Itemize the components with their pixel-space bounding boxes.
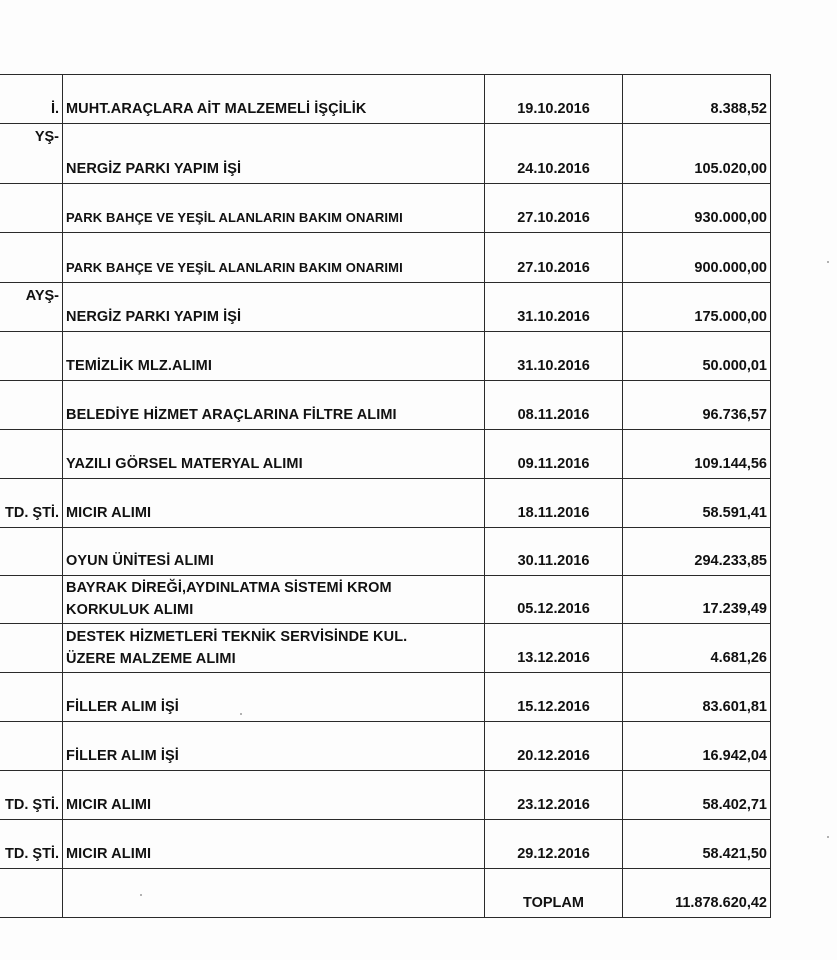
date-cell: 30.11.2016 xyxy=(485,528,623,576)
date-cell: 29.12.2016 xyxy=(485,820,623,869)
amount-cell: 83.601,81 xyxy=(623,673,771,722)
amount-cell: 105.020,00 xyxy=(623,124,771,184)
amount-cell: 58.591,41 xyxy=(623,479,771,528)
firm-cell xyxy=(0,381,63,430)
table-row xyxy=(0,124,771,184)
firm-cell: İ. xyxy=(0,75,63,124)
firm-cell xyxy=(0,673,63,722)
table-row xyxy=(0,233,771,283)
firm-cell xyxy=(0,624,63,673)
date-cell: 31.10.2016 xyxy=(485,283,623,332)
firm-cell xyxy=(0,869,63,918)
total-label: TOPLAM xyxy=(485,869,623,918)
table-row xyxy=(0,430,771,479)
table-row xyxy=(0,283,771,332)
description-cell: NERGİZ PARKI YAPIM İŞİ xyxy=(63,124,485,184)
description-cell: FİLLER ALIM İŞİ xyxy=(63,673,485,722)
date-cell: 08.11.2016 xyxy=(485,381,623,430)
date-cell: 15.12.2016 xyxy=(485,673,623,722)
description-cell: BELEDİYE HİZMET ARAÇLARINA FİLTRE ALIMI xyxy=(63,381,485,430)
date-cell: 18.11.2016 xyxy=(485,479,623,528)
firm-cell xyxy=(0,722,63,771)
table-row xyxy=(0,381,771,430)
description-cell xyxy=(63,624,485,673)
scan-speck xyxy=(827,836,829,838)
firm-cell xyxy=(0,184,63,233)
amount-cell: 96.736,57 xyxy=(623,381,771,430)
table-row xyxy=(0,75,771,124)
table-row xyxy=(0,722,771,771)
description-cell: MICIR ALIMI xyxy=(63,479,485,528)
date-cell: 13.12.2016 xyxy=(485,624,623,673)
description-cell: MICIR ALIMI xyxy=(63,820,485,869)
amount-cell: 16.942,04 xyxy=(623,722,771,771)
amount-cell: 930.000,00 xyxy=(623,184,771,233)
description-cell xyxy=(63,869,485,918)
description-cell: PARK BAHÇE VE YEŞİL ALANLARIN BAKIM ONARIMI xyxy=(63,233,485,283)
description-cell: FİLLER ALIM İŞİ xyxy=(63,722,485,771)
scan-speck xyxy=(827,261,829,263)
firm-cell: YŞ- xyxy=(0,124,63,184)
amount-cell: 900.000,00 xyxy=(623,233,771,283)
description-cell: OYUN ÜNİTESİ ALIMI xyxy=(63,528,485,576)
table-row xyxy=(0,673,771,722)
description-cell: NERGİZ PARKI YAPIM İŞİ xyxy=(63,283,485,332)
table-row xyxy=(0,332,771,381)
firm-cell: AYŞ- xyxy=(0,283,63,332)
description-cell: MICIR ALIMI xyxy=(63,771,485,820)
firm-cell xyxy=(0,233,63,283)
firm-cell: TD. ŞTİ. xyxy=(0,820,63,869)
description-cell: PARK BAHÇE VE YEŞİL ALANLARIN BAKIM ONARIMI xyxy=(63,184,485,233)
table-row xyxy=(0,528,771,576)
date-cell: 27.10.2016 xyxy=(485,184,623,233)
amount-cell: 58.402,71 xyxy=(623,771,771,820)
date-cell: 19.10.2016 xyxy=(485,75,623,124)
table-row xyxy=(0,820,771,869)
amount-cell: 4.681,26 xyxy=(623,624,771,673)
description-cell: TEMİZLİK MLZ.ALIMI xyxy=(63,332,485,381)
firm-cell xyxy=(0,576,63,624)
date-cell: 23.12.2016 xyxy=(485,771,623,820)
table-row xyxy=(0,479,771,528)
firm-cell xyxy=(0,332,63,381)
description-cell: MUHT.ARAÇLARA AİT MALZEMELİ İŞÇİLİK xyxy=(63,75,485,124)
firm-cell: TD. ŞTİ. xyxy=(0,479,63,528)
description-cell xyxy=(63,576,485,624)
amount-cell: 175.000,00 xyxy=(623,283,771,332)
amount-cell: 294.233,85 xyxy=(623,528,771,576)
amount-cell: 50.000,01 xyxy=(623,332,771,381)
date-cell: 20.12.2016 xyxy=(485,722,623,771)
scan-speck xyxy=(240,713,242,715)
description-line: BAYRAK DİREĞİ,AYDINLATMA SİSTEMİ KROM xyxy=(66,580,392,596)
description-line: KORKULUK ALIMI xyxy=(66,602,194,618)
table-row xyxy=(0,184,771,233)
amount-cell: 17.239,49 xyxy=(623,576,771,624)
date-cell: 24.10.2016 xyxy=(485,124,623,184)
firm-cell: TD. ŞTİ. xyxy=(0,771,63,820)
table-row xyxy=(0,624,771,673)
date-cell: 05.12.2016 xyxy=(485,576,623,624)
date-cell: 09.11.2016 xyxy=(485,430,623,479)
total-row xyxy=(0,869,771,918)
total-amount: 11.878.620,42 xyxy=(623,869,771,918)
description-cell: YAZILI GÖRSEL MATERYAL ALIMI xyxy=(63,430,485,479)
firm-cell xyxy=(0,528,63,576)
amount-cell: 8.388,52 xyxy=(623,75,771,124)
table-row xyxy=(0,771,771,820)
amount-cell: 58.421,50 xyxy=(623,820,771,869)
scan-speck xyxy=(140,894,142,896)
amount-cell: 109.144,56 xyxy=(623,430,771,479)
description-line: ÜZERE MALZEME ALIMI xyxy=(66,651,236,667)
firm-cell xyxy=(0,430,63,479)
date-cell: 31.10.2016 xyxy=(485,332,623,381)
expense-table xyxy=(0,74,771,918)
description-line: DESTEK HİZMETLERİ TEKNİK SERVİSİNDE KUL. xyxy=(66,629,408,645)
table-row xyxy=(0,576,771,624)
date-cell: 27.10.2016 xyxy=(485,233,623,283)
